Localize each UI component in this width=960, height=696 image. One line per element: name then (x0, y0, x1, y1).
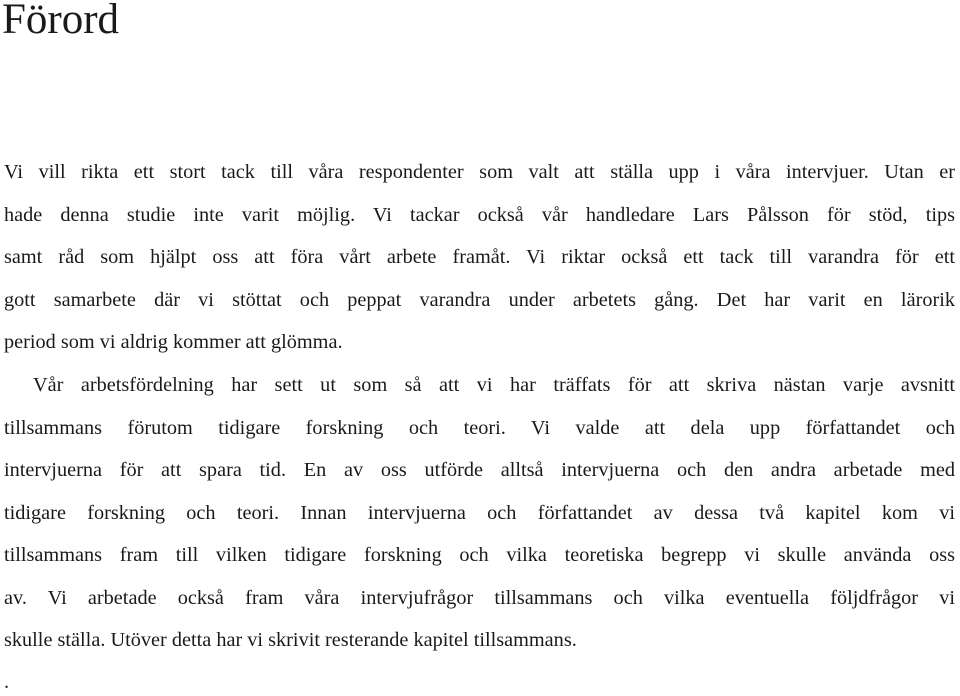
text-line: Vi vill rikta ett stort tack till våra respondenter som valt att ställa upp i våra intervjuer. Utan er (4, 161, 955, 183)
text-line: period som vi aldrig kommer att glömma. (4, 331, 343, 353)
text-line: av. Vi arbetade också fram våra intervjufrågor tillsammans och vilka eventuella följdfrågor vi (4, 587, 955, 609)
text-line: samt råd som hjälpt oss att föra vårt arbete framåt. Vi riktar också ett tack till varandra för ett (4, 246, 955, 268)
text-line: intervjuerna för att spara tid. En av oss utförde alltså intervjuerna och den andra arbetade med (4, 459, 955, 481)
text-line: tillsammans förutom tidigare forskning och teori. Vi valde att dela upp författandet och (4, 417, 955, 439)
text-line: skulle ställa. Utöver detta har vi skrivit resterande kapitel tillsammans. (4, 629, 577, 651)
page-title: Förord (2, 0, 120, 43)
text-line: . (4, 671, 10, 693)
text-line: hade denna studie inte varit möjlig. Vi tackar också vår handledare Lars Pålsson för stöd, tips (4, 204, 955, 226)
text-line: tillsammans fram till vilken tidigare forskning och vilka teoretiska begrepp vi skulle använda oss (4, 544, 955, 566)
text-line: tidigare forskning och teori. Innan intervjuerna och författandet av dessa två kapitel kom vi (4, 502, 955, 524)
text-line: Vår arbetsfördelning har sett ut som så att vi har träffats för att skriva nästan varje avsnitt (33, 374, 955, 396)
text-line: gott samarbete där vi stöttat och peppat varandra under arbetets gång. Det har varit en lärorik (4, 289, 955, 311)
